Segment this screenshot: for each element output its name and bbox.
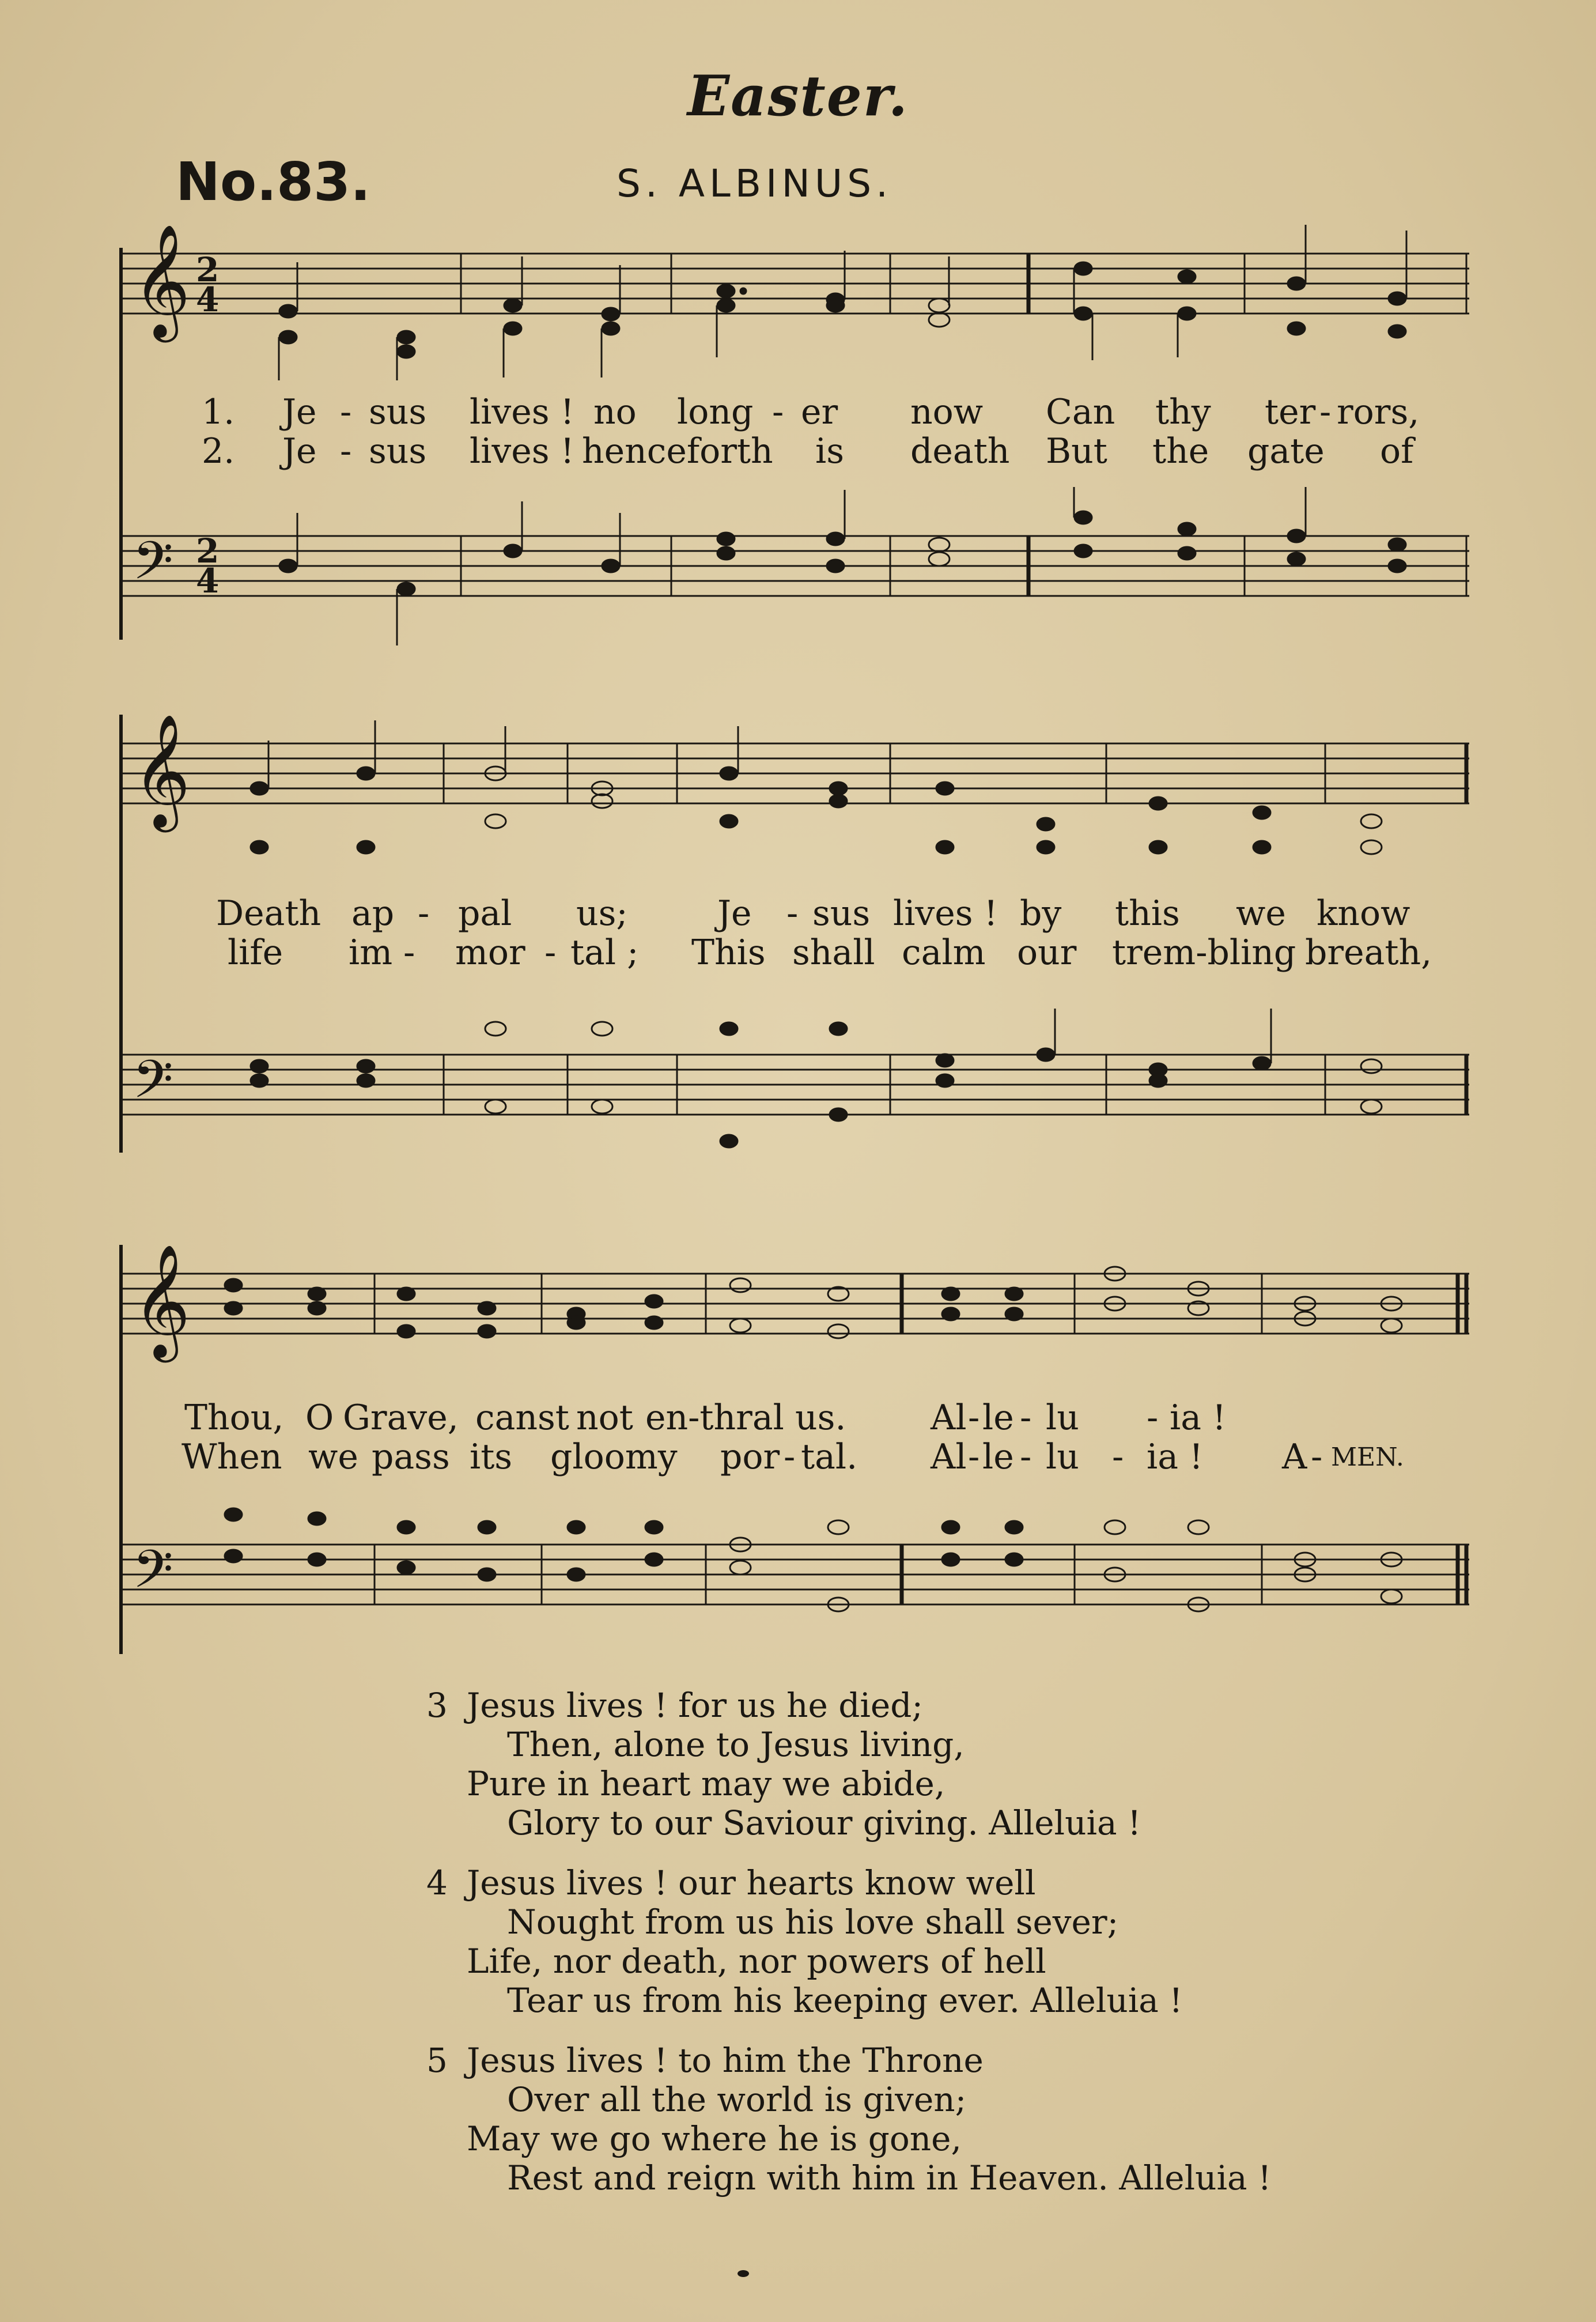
lyric-syllable: gate [1247, 431, 1325, 471]
lyric-syllable: by [1020, 893, 1062, 934]
hymn-number: No.83. [176, 151, 371, 213]
lyric-syllable: en-thral [645, 1398, 784, 1438]
lyric-syllable: rors, [1337, 392, 1420, 432]
lyric-syllable: Thou, [184, 1398, 284, 1438]
svg-text:𝄞: 𝄞 [133, 1244, 191, 1358]
lyric-syllable: long [677, 392, 754, 432]
lyric-syllable: ia ! [1170, 1398, 1227, 1438]
lyric-syllable: - [968, 1437, 980, 1477]
lyric-syllable: - [1112, 1437, 1124, 1477]
lyric-syllable: lives ! [893, 893, 998, 934]
verse-line: Pure in heart may we abide, [467, 1764, 946, 1803]
lyric-syllable: of [1380, 431, 1414, 471]
verse-line: Over all the world is given; [507, 2080, 967, 2119]
verse-text: Jesus lives ! to him the Throne [467, 2041, 984, 2080]
lyric-syllable: lives ! [470, 392, 574, 432]
lyric-syllable: 2. [202, 431, 235, 471]
lyric-syllable: Al [931, 1437, 967, 1477]
lyric-syllable: pal [458, 893, 512, 934]
lyric-syllable: is [815, 431, 844, 471]
lyric-syllable: tal ; [570, 932, 639, 973]
lyric-syllable: A [1282, 1437, 1307, 1477]
lyric-syllable: lu [1046, 1398, 1079, 1438]
lyric-syllable: sus [369, 392, 427, 432]
lyric-syllable: pass [372, 1437, 450, 1477]
verse-line [426, 2041, 1463, 2080]
lyric-syllable: Je [717, 893, 752, 934]
lyric-syllable: the [1152, 431, 1209, 471]
lyric-syllable: ia ! [1147, 1437, 1204, 1477]
system-1-lyric-verse-1 [115, 392, 1481, 432]
svg-text:2: 2 [196, 250, 220, 289]
music-system-2 [115, 703, 1481, 1176]
music-system-1 [115, 213, 1481, 651]
lyric-syllable: Al [931, 1398, 967, 1438]
svg-text:𝄞: 𝄞 [133, 224, 191, 338]
lyric-syllable: - [968, 1398, 980, 1438]
lyric-syllable: - [786, 893, 799, 934]
stanza-number: 3 [426, 1686, 448, 1725]
lyric-syllable: mor [455, 932, 525, 973]
lyric-syllable: Grave, [343, 1398, 459, 1438]
tune-name: S. ALBINUS. [617, 161, 893, 206]
lyric-syllable: - [1020, 1398, 1032, 1438]
lyric-syllable: calm [902, 932, 986, 973]
lyric-syllable: lu [1046, 1437, 1079, 1477]
system-2-lyric-verse-2 [115, 932, 1481, 973]
verse-line: Rest and reign with him in Heaven. Alleluia ! [507, 2158, 1272, 2198]
lyric-syllable: shall [792, 932, 875, 973]
lyric-syllable: lives ! [470, 431, 574, 471]
svg-text:𝄢: 𝄢 [133, 530, 173, 604]
lyric-syllable: canst [475, 1398, 569, 1438]
lyric-syllable: - [1319, 392, 1332, 432]
lyric-syllable: sus [812, 893, 871, 934]
lyric-syllable: ter [1265, 392, 1316, 432]
lyric-syllable: Je [282, 431, 317, 471]
page-ornament-dot [735, 2268, 752, 2279]
lyric-syllable: this [1115, 893, 1180, 934]
lyric-syllable: now [910, 392, 984, 432]
lyric-syllable: breath, [1305, 932, 1432, 973]
lyric-syllable: er [801, 392, 838, 432]
lyric-syllable: henceforth [582, 431, 773, 471]
lyric-syllable: This [691, 932, 766, 973]
lyric-syllable: know [1317, 893, 1410, 934]
lyric-syllable: Can [1046, 392, 1115, 432]
verse-text: Jesus lives ! our hearts know well [467, 1863, 1036, 1902]
lyric-syllable: - [340, 392, 352, 432]
lyric-syllable: us; [576, 893, 628, 934]
system-3-lyric-verse-2 [115, 1437, 1481, 1477]
lyric-syllable: MEN. [1331, 1443, 1404, 1472]
verse-line [426, 1863, 1463, 1902]
lyric-syllable: no [593, 392, 637, 432]
stanza-3 [426, 1686, 1463, 1843]
lyric-syllable: Death [216, 893, 322, 934]
lyric-syllable: le [982, 1437, 1014, 1477]
verse-line: Then, alone to Jesus living, [507, 1725, 965, 1764]
lyric-syllable: O [305, 1398, 334, 1438]
verse-text: Jesus lives ! for us he died; [467, 1686, 923, 1725]
lyric-syllable: - [340, 431, 352, 471]
lyric-syllable: thy [1155, 392, 1211, 432]
lyric-syllable: - [1020, 1437, 1032, 1477]
lyric-syllable: - [1311, 1437, 1323, 1477]
svg-text:4: 4 [196, 280, 220, 319]
lyric-syllable: But [1046, 431, 1107, 471]
remaining-verses [426, 1686, 1463, 2218]
lyric-syllable: its [470, 1437, 513, 1477]
svg-text:4: 4 [196, 561, 220, 601]
lyric-syllable: 1. [202, 392, 235, 432]
lyric-syllable: we [1236, 893, 1286, 934]
lyric-syllable: le [982, 1398, 1014, 1438]
lyric-syllable: im [349, 932, 393, 973]
lyric-syllable: death [910, 431, 1010, 471]
stanza-4 [426, 1863, 1463, 2020]
system-1-lyric-verse-2 [115, 431, 1481, 471]
lyric-syllable: trem-bling [1112, 932, 1296, 973]
verse-line [426, 1686, 1463, 1725]
lyric-syllable: our [1017, 932, 1077, 973]
lyric-syllable: we [308, 1437, 358, 1477]
lyric-syllable: - [1147, 1398, 1159, 1438]
lyric-syllable: Je [282, 392, 317, 432]
svg-text:2: 2 [196, 531, 220, 571]
lyric-syllable: us. [795, 1398, 846, 1438]
lyric-syllable: - [403, 932, 415, 973]
lyric-syllable: life [228, 932, 283, 973]
page-title: Easter. [687, 63, 909, 129]
system-3-lyric-verse-1 [115, 1398, 1481, 1438]
verse-line: Glory to our Saviour giving. Alleluia ! [507, 1803, 1141, 1843]
lyric-syllable: tal. [801, 1437, 858, 1477]
lyric-syllable: - [772, 392, 784, 432]
svg-text:𝄢: 𝄢 [133, 1539, 173, 1613]
stanza-number: 4 [426, 1863, 448, 1902]
svg-text:𝄞: 𝄞 [133, 713, 191, 828]
system-2-lyric-verse-1 [115, 893, 1481, 934]
lyric-syllable: gloomy [550, 1437, 678, 1477]
stanza-5 [426, 2041, 1463, 2198]
lyric-syllable: - [418, 893, 430, 934]
lyric-syllable: not [576, 1398, 633, 1438]
music-system-3 [115, 1222, 1481, 1671]
lyric-syllable: - [544, 932, 557, 973]
verse-line: Life, nor death, nor powers of hell [467, 1942, 1046, 1981]
verse-line: Nought from us his love shall sever; [507, 1902, 1119, 1942]
lyric-syllable: - [784, 1437, 796, 1477]
stanza-number: 5 [426, 2041, 448, 2080]
svg-text:𝄢: 𝄢 [133, 1049, 173, 1123]
lyric-syllable: When [181, 1437, 282, 1477]
lyric-syllable: ap [351, 893, 395, 934]
verse-line: Tear us from his keeping ever. Alleluia ! [507, 1981, 1183, 2020]
lyric-syllable: sus [369, 431, 427, 471]
lyric-syllable: por [720, 1437, 780, 1477]
verse-line: May we go where he is gone, [467, 2119, 962, 2158]
